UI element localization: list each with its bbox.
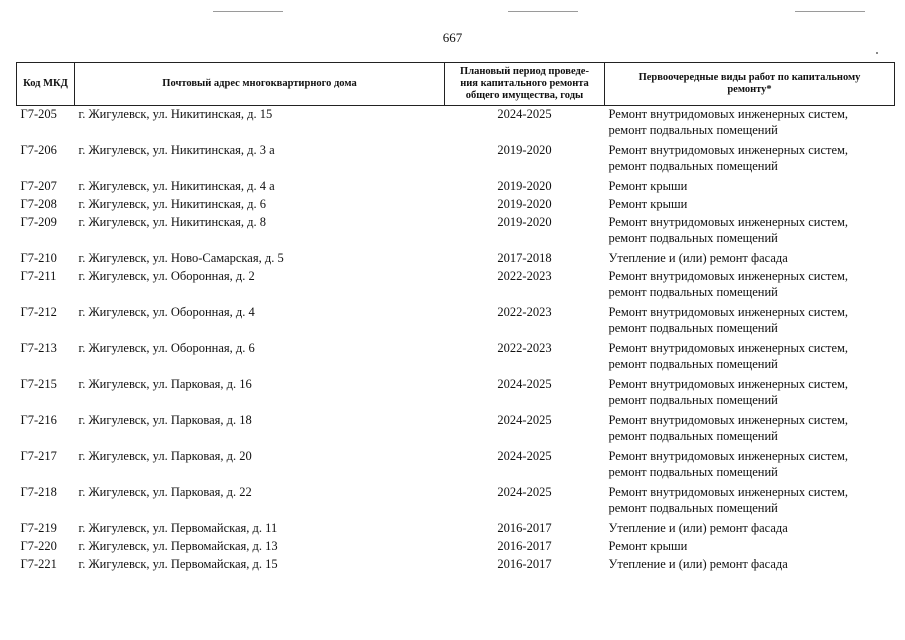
- table-header-row: [17, 63, 895, 106]
- row-works-line: Ремонт внутридомовых инженерных систем,: [608, 107, 849, 121]
- row-address: г. Жигулевск, ул. Первомайская, д. 13: [78, 538, 278, 553]
- table-row: [17, 106, 895, 142]
- header-works: [605, 63, 895, 106]
- row-works-line: Ремонт внутридомовых инженерных систем,: [608, 484, 849, 499]
- row-works-line: Ремонт внутридомовых инженерных систем,: [608, 412, 849, 427]
- row-code: Г7-209: [20, 214, 57, 229]
- repair-schedule-table: [16, 62, 895, 574]
- row-address: г. Жигулевск, ул. Оборонная, д. 6: [78, 340, 255, 355]
- table-row: [17, 304, 895, 340]
- row-address: г. Жигулевск, ул. Никитинская, д. 8: [78, 214, 267, 229]
- table-row: [17, 142, 895, 178]
- row-period: 2016-2017: [497, 538, 552, 553]
- row-address: г. Жигулевск, ул. Оборонная, д. 2: [78, 268, 255, 283]
- row-works: [605, 538, 895, 556]
- top-rule-left: [213, 11, 283, 12]
- row-address: г. Жигулевск, ул. Ново-Самарская, д. 5: [78, 250, 284, 265]
- row-code: Г7-208: [20, 196, 57, 211]
- row-period: 2017-2018: [497, 250, 552, 265]
- row-works: [605, 178, 895, 196]
- row-period: 2022-2023: [497, 304, 552, 319]
- table-row: [17, 196, 895, 214]
- row-period: 2016-2017: [497, 520, 552, 535]
- row-works-line: ремонт подвальных помещений: [608, 464, 778, 479]
- row-works: [605, 448, 895, 484]
- row-address: г. Жигулевск, ул. Никитинская, д. 15: [78, 107, 273, 121]
- row-works: [605, 268, 895, 304]
- row-period: 2024-2025: [497, 376, 552, 391]
- row-works: [605, 556, 895, 574]
- row-works-line: Ремонт внутридомовых инженерных систем,: [608, 304, 849, 319]
- row-address: г. Жигулевск, ул. Парковая, д. 16: [78, 376, 252, 391]
- table-row: [17, 484, 895, 520]
- row-works-line: ремонт подвальных помещений: [608, 123, 778, 137]
- row-address: г. Жигулевск, ул. Никитинская, д. 4 а: [78, 178, 275, 193]
- row-code: Г7-217: [20, 448, 57, 463]
- row-works-line: Ремонт крыши: [608, 178, 688, 193]
- row-code: Г7-210: [20, 250, 57, 265]
- row-works: [605, 520, 895, 538]
- header-works-line-2: ремонту*: [727, 84, 772, 95]
- table-row: [17, 520, 895, 538]
- row-works: [605, 484, 895, 520]
- row-works-line: ремонт подвальных помещений: [608, 158, 778, 173]
- row-works: [605, 142, 895, 178]
- header-code: Код МКД: [17, 63, 75, 106]
- row-period: 2024-2025: [497, 412, 552, 427]
- row-period: 2019-2020: [497, 142, 552, 157]
- row-code: Г7-218: [20, 484, 57, 499]
- row-works-line: ремонт подвальных помещений: [608, 356, 778, 371]
- table-row: [17, 376, 895, 412]
- row-period: 2019-2020: [497, 196, 552, 211]
- row-works-line: Утепление и (или) ремонт фасада: [608, 250, 788, 265]
- row-works-line: Утепление и (или) ремонт фасада: [608, 520, 788, 535]
- table-row: [17, 556, 895, 574]
- table-row: [17, 250, 895, 268]
- table-row: [17, 448, 895, 484]
- row-works-line: Ремонт внутридомовых инженерных систем,: [608, 142, 849, 157]
- row-code: Г7-221: [20, 556, 57, 571]
- row-works: [605, 304, 895, 340]
- row-code: Г7-212: [20, 304, 57, 319]
- row-code: Г7-211: [20, 268, 57, 283]
- row-code: Г7-219: [20, 520, 57, 535]
- row-period: 2019-2020: [497, 214, 552, 229]
- row-works-line: ремонт подвальных помещений: [608, 392, 778, 407]
- row-works-line: Ремонт внутридомовых инженерных систем,: [608, 448, 849, 463]
- row-works: [605, 376, 895, 412]
- page-number: 667: [442, 30, 463, 45]
- row-works: [605, 250, 895, 268]
- row-works-line: ремонт подвальных помещений: [608, 320, 778, 335]
- row-address: г. Жигулевск, ул. Оборонная, д. 4: [78, 304, 255, 319]
- row-works: [605, 412, 895, 448]
- row-address: г. Жигулевск, ул. Никитинская, д. 6: [78, 196, 267, 211]
- table-row: [17, 412, 895, 448]
- row-works-line: Утепление и (или) ремонт фасада: [608, 556, 788, 571]
- table-body: [17, 106, 895, 574]
- header-address: Почтовый адрес многоквартирного дома: [75, 63, 445, 106]
- row-code: Г7-220: [20, 538, 57, 553]
- row-period: 2024-2025: [497, 107, 552, 121]
- row-address: г. Жигулевск, ул. Никитинская, д. 3 а: [78, 142, 275, 157]
- row-code: Г7-206: [20, 142, 57, 157]
- row-address: г. Жигулевск, ул. Парковая, д. 18: [78, 412, 252, 427]
- row-address: г. Жигулевск, ул. Парковая, д. 20: [78, 448, 252, 463]
- header-period-line-3: общего имущества, годы: [465, 90, 584, 101]
- row-code: Г7-205: [20, 107, 57, 121]
- top-rule-right: [795, 11, 865, 12]
- row-works: [605, 340, 895, 376]
- row-period: 2019-2020: [497, 178, 552, 193]
- header-period-line-2: ния капитального ремонта: [460, 78, 589, 89]
- header-works-line-1: Первоочередные виды работ по капитальному: [638, 72, 861, 83]
- row-works-line: ремонт подвальных помещений: [608, 500, 778, 515]
- row-address: г. Жигулевск, ул. Первомайская, д. 15: [78, 556, 278, 571]
- row-works-line: Ремонт внутридомовых инженерных систем,: [608, 376, 849, 391]
- row-works-line: Ремонт внутридомовых инженерных систем,: [608, 340, 849, 355]
- table-row: [17, 214, 895, 250]
- table-row: [17, 538, 895, 556]
- row-code: Г7-213: [20, 340, 57, 355]
- row-period: 2024-2025: [497, 448, 552, 463]
- row-works-line: Ремонт внутридомовых инженерных систем,: [608, 214, 849, 229]
- table-row: [17, 340, 895, 376]
- row-period: 2022-2023: [497, 340, 552, 355]
- header-period: [445, 63, 605, 106]
- table-row: [17, 268, 895, 304]
- row-period: 2016-2017: [497, 556, 552, 571]
- row-address: г. Жигулевск, ул. Первомайская, д. 11: [78, 520, 278, 535]
- row-code: Г7-207: [20, 178, 57, 193]
- row-period: 2024-2025: [497, 484, 552, 499]
- row-address: г. Жигулевск, ул. Парковая, д. 22: [78, 484, 252, 499]
- row-works-line: ремонт подвальных помещений: [608, 230, 778, 245]
- row-works-line: ремонт подвальных помещений: [608, 428, 778, 443]
- row-works: [605, 196, 895, 214]
- row-works-line: Ремонт крыши: [608, 196, 688, 211]
- row-works-line: ремонт подвальных помещений: [608, 284, 778, 299]
- row-works-line: Ремонт крыши: [608, 538, 688, 553]
- row-works: [605, 106, 895, 142]
- row-code: Г7-215: [20, 376, 57, 391]
- header-period-line-1: Плановый период проведе-: [460, 66, 589, 77]
- table-row: [17, 178, 895, 196]
- row-works-line: Ремонт внутридомовых инженерных систем,: [608, 268, 849, 283]
- row-period: 2022-2023: [497, 268, 552, 283]
- top-rule-center: [508, 11, 578, 12]
- row-code: Г7-216: [20, 412, 57, 427]
- scan-speck: [876, 52, 878, 54]
- row-works: [605, 214, 895, 250]
